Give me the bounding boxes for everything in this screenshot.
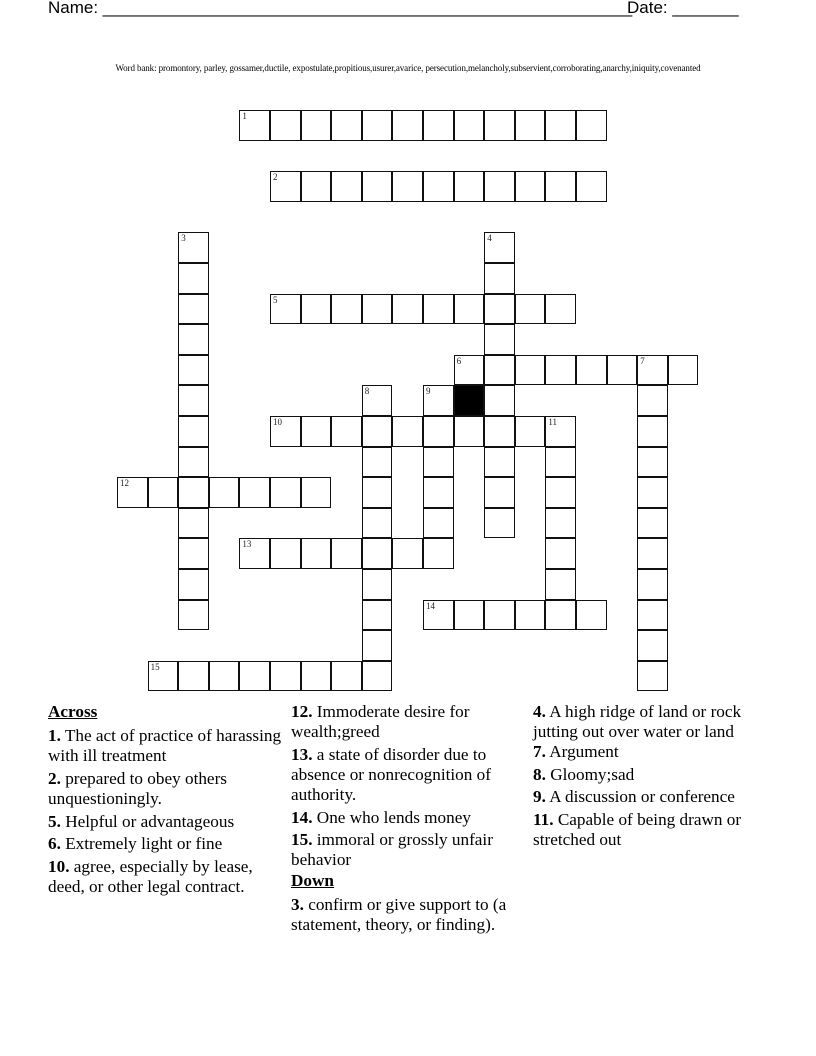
grid-cell[interactable]: [545, 171, 576, 202]
grid-cell[interactable]: [545, 569, 576, 600]
clue-number-label: 13: [242, 539, 252, 550]
grid-cell[interactable]: [637, 661, 668, 692]
clue-text: Capable of being drawn or stretched out: [533, 809, 742, 850]
clue-text: a state of disorder due to absence or nonrecognition of authority.: [291, 744, 491, 805]
grid-cell[interactable]: [484, 110, 515, 141]
grid-cell[interactable]: [301, 416, 332, 447]
clue-text: agree, especially by lease, deed, or other legal contract.: [48, 856, 253, 896]
grid-cell[interactable]: [637, 600, 668, 631]
clue-across-6: [48, 834, 284, 854]
grid-cell[interactable]: [515, 110, 546, 141]
clue-number: 8.: [533, 764, 546, 784]
clue-number-label: 10: [273, 417, 282, 427]
grid-cell[interactable]: [209, 661, 240, 692]
grid-cell[interactable]: [362, 600, 393, 631]
clue-across-15: [291, 830, 527, 870]
grid-cell[interactable]: [484, 263, 515, 294]
grid-cell[interactable]: [362, 569, 393, 600]
grid-cell[interactable]: [148, 477, 179, 508]
grid-cell[interactable]: [637, 630, 668, 661]
grid-cell[interactable]: [484, 416, 515, 447]
grid-cell[interactable]: [331, 538, 362, 569]
grid-cell[interactable]: [423, 538, 454, 569]
grid-cell[interactable]: [576, 171, 607, 202]
grid-cell[interactable]: [545, 508, 576, 539]
grid-cell[interactable]: [270, 110, 301, 141]
grid-cell[interactable]: [668, 355, 699, 386]
grid-cell[interactable]: [239, 110, 270, 141]
clue-across-14: [291, 808, 527, 828]
grid-cell[interactable]: [484, 294, 515, 325]
clue-across-5: [48, 812, 284, 832]
clue-down-4: [533, 702, 769, 742]
grid-cell[interactable]: [454, 600, 485, 631]
clue-number-label: 5: [273, 294, 278, 305]
clue-text: The act of practice of harassing with ill treatment: [48, 726, 282, 766]
grid-cell[interactable]: [607, 355, 638, 386]
grid-cell[interactable]: [362, 416, 393, 447]
grid-cell[interactable]: [362, 294, 393, 325]
clue-number: 7.: [533, 742, 546, 762]
clue-down-8: [533, 765, 769, 785]
grid-cell[interactable]: [301, 477, 332, 508]
grid-cell[interactable]: [178, 416, 209, 447]
clue-number-label: 11: [548, 417, 558, 427]
grid-cell[interactable]: [454, 355, 485, 386]
grid-cell[interactable]: [270, 416, 301, 447]
grid-cell[interactable]: [178, 508, 209, 539]
clue-across-12: [291, 702, 527, 742]
grid-cell[interactable]: [178, 263, 209, 294]
grid-cell[interactable]: [545, 538, 576, 569]
grid-cell[interactable]: [423, 416, 454, 447]
grid-cell[interactable]: [545, 355, 576, 386]
grid-cell[interactable]: [484, 232, 515, 263]
grid-cell[interactable]: [270, 294, 301, 325]
clue-text: prepared to obey others unquestioningly.: [48, 768, 227, 809]
grid-cell[interactable]: [239, 661, 270, 692]
clue-number: 13.: [291, 744, 313, 764]
grid-cell[interactable]: [270, 477, 301, 508]
clue-text: Immoderate desire for wealth;greed: [291, 702, 470, 742]
clue-number-label: 6: [456, 355, 462, 366]
grid-cell[interactable]: [454, 294, 485, 325]
grid-cell[interactable]: [423, 447, 454, 478]
grid-cell[interactable]: [178, 600, 209, 631]
grid-cell[interactable]: [331, 171, 362, 202]
grid-cell[interactable]: [545, 477, 576, 508]
grid-cell[interactable]: [576, 600, 607, 631]
grid-cell[interactable]: [301, 171, 332, 202]
clues-column-3: [533, 702, 769, 853]
grid-cell[interactable]: [362, 447, 393, 478]
black-cell: [454, 385, 485, 416]
grid-cell[interactable]: [515, 171, 546, 202]
name-field-label[interactable]: Name: ________________________________________________________: [48, 0, 633, 17]
clue-number-label: 1: [242, 111, 247, 121]
across-heading: Across: [48, 702, 98, 721]
grid-cell[interactable]: [331, 294, 362, 325]
grid-cell[interactable]: [637, 477, 668, 508]
grid-cell[interactable]: [392, 110, 423, 141]
grid-cell[interactable]: [484, 447, 515, 478]
grid-cell[interactable]: [637, 538, 668, 569]
grid-cell[interactable]: [362, 477, 393, 508]
grid-cell[interactable]: [637, 569, 668, 600]
grid-cell[interactable]: [484, 385, 515, 416]
grid-cell[interactable]: [423, 508, 454, 539]
clue-number: 5.: [48, 811, 61, 831]
down-heading: Down: [291, 870, 334, 890]
clue-down-3: [291, 895, 527, 935]
clue-text: immoral or grossly unfair behavior: [291, 830, 493, 870]
clue-text: A discussion or conference: [545, 787, 735, 807]
clue-number: 6.: [48, 834, 61, 854]
clues-column-2: [291, 702, 527, 937]
grid-cell[interactable]: [209, 477, 240, 508]
clues-column-1: [48, 702, 284, 899]
grid-cell[interactable]: [117, 477, 148, 508]
grid-cell[interactable]: [178, 538, 209, 569]
grid-cell[interactable]: [545, 447, 576, 478]
grid-cell[interactable]: [484, 355, 515, 386]
clue-across-13: [291, 745, 527, 806]
clue-down-9: [533, 787, 769, 807]
grid-cell[interactable]: [178, 477, 209, 508]
grid-cell[interactable]: [178, 355, 209, 386]
clue-number: 15.: [291, 830, 313, 850]
grid-cell[interactable]: [484, 171, 515, 202]
grid-cell[interactable]: [392, 416, 423, 447]
clue-text: Argument: [545, 742, 619, 762]
grid-cell[interactable]: [301, 110, 332, 141]
grid-cell[interactable]: [515, 416, 546, 447]
grid-cell[interactable]: [148, 661, 179, 692]
grid-cell[interactable]: [301, 661, 332, 692]
clue-number-label: 9: [426, 386, 431, 397]
grid-cell[interactable]: [576, 355, 607, 386]
grid-cell[interactable]: [515, 294, 546, 325]
clue-number-label: 4: [487, 233, 492, 244]
grid-cell[interactable]: [484, 600, 515, 631]
grid-cell[interactable]: [392, 171, 423, 202]
date-field-label[interactable]: Date: _______: [627, 0, 739, 17]
clue-number-label: 7: [640, 355, 645, 366]
clue-number-label: 12: [120, 478, 129, 489]
grid-cell[interactable]: [637, 416, 668, 447]
clue-number: 12.: [291, 702, 313, 721]
grid-cell[interactable]: [362, 630, 393, 661]
grid-cell[interactable]: [484, 508, 515, 539]
grid-cell[interactable]: [362, 661, 393, 692]
grid-cell[interactable]: [270, 171, 301, 202]
grid-cell[interactable]: [515, 600, 546, 631]
clue-number: 4.: [533, 702, 546, 721]
grid-cell[interactable]: [331, 416, 362, 447]
grid-cell[interactable]: [178, 569, 209, 600]
word-bank: Word bank: promontory, parley, gossamer,ductile, expostulate,propitious,usurer,avarice, persecution,melancholy,subservient,corroborating,anarchy,iniquity,covenanted: [115, 63, 701, 73]
grid-cell[interactable]: [362, 538, 393, 569]
grid-cell[interactable]: [423, 294, 454, 325]
grid-cell[interactable]: [484, 324, 515, 355]
clue-text: One who lends money: [312, 807, 471, 827]
grid-cell[interactable]: [454, 110, 485, 141]
grid-cell[interactable]: [362, 110, 393, 141]
grid-cell[interactable]: [637, 385, 668, 416]
grid-cell[interactable]: [545, 294, 576, 325]
grid-cell[interactable]: [423, 385, 454, 416]
grid-cell[interactable]: [362, 171, 393, 202]
grid-cell[interactable]: [454, 171, 485, 202]
clue-number: 1.: [48, 726, 61, 746]
clue-number: 3.: [291, 894, 304, 914]
clue-text: Helpful or advantageous: [60, 811, 235, 831]
clue-across-2: [48, 769, 284, 809]
grid-cell[interactable]: [515, 355, 546, 386]
grid-cell[interactable]: [178, 385, 209, 416]
grid-cell[interactable]: [484, 477, 515, 508]
grid-cell[interactable]: [239, 477, 270, 508]
grid-cell[interactable]: [331, 110, 362, 141]
grid-cell[interactable]: [392, 538, 423, 569]
grid-cell[interactable]: [178, 324, 209, 355]
grid-cell[interactable]: [545, 416, 576, 447]
grid-cell[interactable]: [270, 538, 301, 569]
clue-number: 9.: [533, 787, 546, 807]
grid-cell[interactable]: [423, 477, 454, 508]
clue-down-7: [533, 742, 769, 762]
grid-cell[interactable]: [545, 110, 576, 141]
clue-number: 14.: [291, 807, 313, 827]
grid-cell[interactable]: [301, 538, 332, 569]
grid-cell[interactable]: [637, 355, 668, 386]
clue-number-label: 3: [181, 233, 186, 244]
clue-across-1: [48, 726, 284, 766]
clue-text: confirm or give support to (a statement, theory, or finding).: [291, 894, 507, 934]
grid-cell[interactable]: [423, 600, 454, 631]
clue-number: 10.: [48, 856, 70, 876]
grid-cell[interactable]: [362, 385, 393, 416]
grid-cell[interactable]: [331, 661, 362, 692]
clue-text: Gloomy;sad: [545, 764, 635, 784]
clue-number: 11.: [533, 809, 554, 829]
grid-cell[interactable]: [178, 232, 209, 263]
grid-cell[interactable]: [454, 416, 485, 447]
clue-text: Extremely light or fine: [60, 834, 223, 854]
grid-cell[interactable]: [178, 661, 209, 692]
grid-cell[interactable]: [178, 294, 209, 325]
clue-number-label: 15: [150, 661, 160, 672]
grid-cell[interactable]: [239, 538, 270, 569]
grid-cell[interactable]: [423, 171, 454, 202]
grid-cell[interactable]: [637, 508, 668, 539]
clue-down-11: [533, 810, 769, 850]
clue-number-label: 2: [273, 172, 278, 183]
grid-cell[interactable]: [576, 110, 607, 141]
grid-cell[interactable]: [362, 508, 393, 539]
grid-cell[interactable]: [545, 600, 576, 631]
grid-cell[interactable]: [301, 294, 332, 325]
clue-number-label: 8: [364, 386, 370, 397]
clue-text: A high ridge of land or rock jutting out over water or land: [533, 702, 742, 742]
grid-cell[interactable]: [423, 110, 454, 141]
grid-cell[interactable]: [178, 447, 209, 478]
clue-number: 2.: [48, 768, 61, 788]
clue-across-10: [48, 857, 284, 897]
grid-cell[interactable]: [637, 447, 668, 478]
grid-cell[interactable]: [392, 294, 423, 325]
clue-number-label: 14: [426, 600, 435, 611]
grid-cell[interactable]: [270, 661, 301, 692]
